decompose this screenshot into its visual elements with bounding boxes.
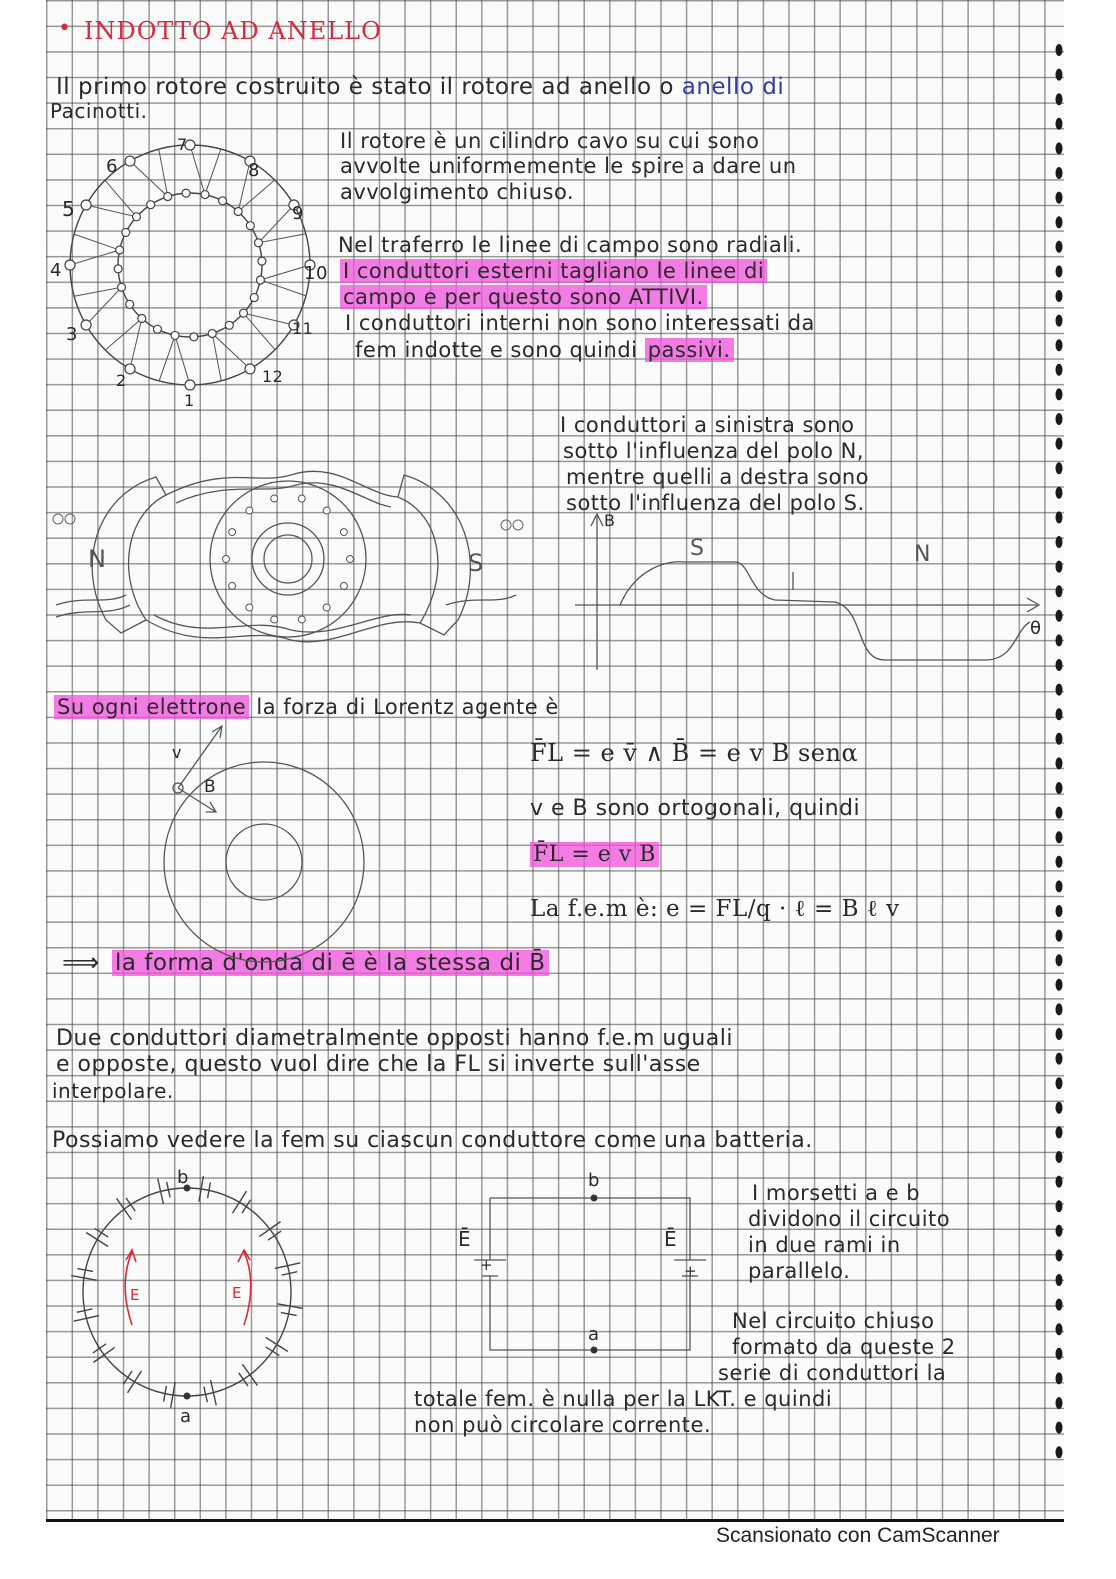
inner-conductor	[234, 207, 242, 215]
ring-num-12: 12	[262, 367, 284, 386]
rotor-desc-1: Il rotore è un cilindro cavo su cui sono	[340, 129, 760, 153]
inner-conductor	[256, 276, 264, 284]
circuit-plus-left: +	[480, 1256, 494, 1274]
binding-hole	[1056, 1053, 1063, 1065]
ring-num-10: 10	[304, 263, 328, 284]
rotor-conductor	[340, 529, 347, 536]
notes-total-2: non può circolare corrente.	[414, 1413, 712, 1437]
intro-text: Il primo rotore costruito è stato il rotore ad anello o	[56, 74, 674, 100]
binding-hole	[1056, 1003, 1063, 1015]
outer-conductor	[245, 364, 255, 374]
ferro-line-4: I conduttori interni non sono interessati da	[345, 311, 815, 335]
rotor-conductor	[246, 507, 253, 514]
binding-hole	[1056, 954, 1063, 966]
binding-hole	[1056, 733, 1063, 745]
binding-hole	[1056, 1446, 1063, 1458]
ring-wire	[244, 313, 294, 350]
binding-hole	[1056, 1077, 1063, 1089]
inner-conductor	[225, 321, 233, 329]
eq-fem: La f.e.m è: e = FL/q · ℓ = B ℓ v	[530, 896, 900, 922]
lorentz-electron: Su ogni elettrone	[54, 695, 249, 719]
binding-hole	[1056, 1102, 1063, 1114]
binding-hole	[1056, 511, 1063, 523]
outer-conductor	[81, 200, 91, 210]
binding-hole	[1056, 905, 1063, 917]
notes-ab-4: parallelo.	[748, 1259, 851, 1283]
rotor-conductor	[340, 582, 347, 589]
conclusion-text: la forma d'onda di ē è la stessa di B̄	[112, 950, 549, 976]
rotor-conductor	[298, 616, 305, 623]
bullet-icon: •	[58, 16, 72, 41]
battery-plate	[123, 1371, 132, 1384]
binding-hole	[1056, 142, 1063, 154]
battery-plate	[93, 1344, 106, 1353]
rotor-conductor	[229, 582, 236, 589]
circuit-node-b: b	[588, 1170, 600, 1191]
ring-wire	[190, 145, 221, 195]
notes-ab-1: I morsetti a e b	[752, 1181, 921, 1205]
binding-hole	[1056, 69, 1063, 81]
battery-plate	[239, 1373, 248, 1386]
ring-wire	[212, 333, 250, 380]
wave-label-n: N	[914, 542, 931, 567]
binding-hole	[1056, 856, 1063, 868]
inner-conductor	[250, 294, 258, 302]
ferro-line-3: campo e per questo sono ATTIVI.	[340, 285, 707, 309]
flux-waveform	[575, 510, 1050, 670]
page-title: INDOTTO AD ANELLO	[84, 17, 382, 45]
implies-arrow: ⟹	[62, 948, 100, 978]
camscanner-footer: Scansionato con CamScanner	[716, 1524, 1000, 1547]
inner-conductor	[246, 222, 254, 230]
binding-hole	[1056, 757, 1063, 769]
inner-conductor	[190, 333, 198, 341]
binding-hole	[1056, 1126, 1063, 1138]
binding-hole	[1056, 1028, 1063, 1040]
binding-hole	[1056, 438, 1063, 450]
ring-num-9: 9	[292, 203, 304, 224]
spiral-binding	[1052, 40, 1066, 1480]
binding-hole	[1056, 1323, 1063, 1335]
binding-hole	[1056, 1397, 1063, 1409]
vector-b-label: B	[204, 777, 217, 797]
ferro-line-5-text: fem indotte e sono quindi	[355, 338, 638, 362]
rotor-conductor	[347, 556, 354, 563]
rotor-conductor	[229, 529, 236, 536]
rotor-conductor	[323, 604, 330, 611]
battery-plate	[266, 1347, 279, 1356]
binding-hole	[1056, 585, 1063, 597]
ring-num-11: 11	[292, 319, 314, 338]
binding-hole	[1056, 1151, 1063, 1163]
binding-hole	[1056, 44, 1063, 56]
notes-ab-2: dividono il circuito	[748, 1207, 951, 1231]
circuit-emf-right: Ē	[664, 1227, 678, 1251]
notes-closed-1: Nel circuito chiuso	[732, 1309, 935, 1333]
circuit-emf-left: Ē	[458, 1227, 472, 1251]
ring-wire	[70, 234, 120, 265]
ring-num-2: 2	[116, 371, 127, 390]
ring-armature-diagram	[50, 130, 330, 410]
intro-line-2: Pacinotti.	[50, 99, 148, 123]
rotor-conductor	[246, 604, 253, 611]
binding-hole	[1056, 118, 1063, 130]
inner-conductor	[171, 331, 179, 339]
inner-conductor	[153, 325, 161, 333]
outer-conductor	[65, 260, 75, 270]
notes-closed-2: formato da queste 2	[732, 1335, 956, 1359]
eq-lorentz: F̄L = e v̄ ∧ B̄ = e v B senα	[530, 739, 859, 767]
inner-conductor	[240, 309, 248, 317]
rotor-desc-3: avvolgimento chiuso.	[340, 180, 575, 204]
inner-conductor	[219, 197, 227, 205]
binding-hole	[1056, 659, 1063, 671]
intro-pacinotti: anello di	[681, 74, 785, 100]
binding-hole	[1056, 782, 1063, 794]
diametral-3: interpolare.	[52, 1079, 174, 1103]
lorentz-vector-diagram	[150, 720, 380, 950]
binding-hole	[1056, 364, 1063, 376]
poles-desc-1: I conduttori a sinistra sono	[560, 413, 855, 437]
binding-hole	[1056, 462, 1063, 474]
page-bottom-edge	[46, 1519, 1064, 1522]
ring-emf-right: E	[232, 1284, 242, 1302]
ring-emf-left: E	[130, 1286, 140, 1304]
circuit-node-a: a	[588, 1324, 600, 1345]
ring-wire	[86, 180, 136, 217]
battery-text: Possiamo vedere la fem su ciascun conduttore come una batteria.	[52, 1128, 813, 1153]
ring-num-6: 6	[106, 156, 118, 177]
binding-hole	[1056, 831, 1063, 843]
notes-total-1: totale fem. è nulla per la LKT. e quindi	[414, 1387, 833, 1411]
diametral-2: e opposte, questo vuol dire che la FL si inverte sull'asse	[56, 1052, 701, 1077]
battery-plate	[242, 1200, 251, 1213]
binding-hole	[1056, 930, 1063, 942]
binding-hole	[1056, 290, 1063, 302]
inner-conductor	[126, 300, 134, 308]
pole-s-label: S	[468, 549, 484, 577]
binding-hole	[1056, 1225, 1063, 1237]
binding-hole	[1056, 1274, 1063, 1286]
battery-plate	[268, 1231, 281, 1240]
binding-hole	[1056, 684, 1063, 696]
outer-conductor	[81, 320, 91, 330]
binding-hole	[1056, 979, 1063, 991]
binding-hole	[1056, 192, 1063, 204]
outer-conductor	[125, 156, 135, 166]
ring-num-4: 4	[50, 260, 62, 281]
wave-axis-b: B	[604, 511, 616, 530]
binding-hole	[1056, 1348, 1063, 1360]
binding-hole	[1056, 413, 1063, 425]
binding-hole	[1056, 708, 1063, 720]
ring-wire	[74, 287, 121, 325]
binding-hole	[1056, 339, 1063, 351]
ring-num-1: 1	[184, 391, 195, 410]
binding-hole	[1056, 487, 1063, 499]
inner-conductor	[132, 213, 140, 221]
ortho-text: v e B sono ortogonali, quindi	[530, 796, 861, 821]
ferro-line-2: I conduttori esterni tagliano le linee di	[340, 259, 767, 283]
rotor-desc-2: avvolte uniformemente le spire a dare un	[340, 154, 797, 178]
wave-axis-theta: θ	[1030, 618, 1042, 639]
ring-node-a: a	[180, 1406, 192, 1427]
pole-n-label: N	[88, 545, 107, 573]
binding-hole	[1056, 610, 1063, 622]
ferro-line-1: Nel traferro le linee di campo sono radiali.	[338, 233, 803, 257]
ring-wire	[105, 319, 142, 369]
rotor-conductor	[298, 495, 305, 502]
binding-hole	[1056, 561, 1063, 573]
ring-num-3: 3	[66, 324, 78, 345]
diametral-1: Due conduttori diametralmente opposti hanno f.e.m uguali	[56, 1026, 733, 1051]
binding-hole	[1056, 241, 1063, 253]
poles-desc-2: sotto l'influenza del polo N,	[563, 439, 865, 463]
binding-hole	[1056, 1249, 1063, 1261]
binding-hole	[1056, 265, 1063, 277]
ferro-passivi: passivi.	[645, 338, 734, 362]
inner-conductor	[164, 193, 172, 201]
vector-v-label: v	[172, 743, 182, 762]
machine-cross-section	[46, 455, 526, 665]
inner-conductor	[147, 201, 155, 209]
binding-hole	[1056, 536, 1063, 548]
binding-hole	[1056, 216, 1063, 228]
ring-num-8: 8	[248, 160, 260, 181]
notes-closed-3: serie di conduttori la	[718, 1361, 947, 1385]
inner-conductor	[258, 257, 266, 265]
binding-hole	[1056, 93, 1063, 105]
inner-conductor	[118, 283, 126, 291]
lorentz-line	[54, 694, 559, 720]
ferro-line-5	[355, 337, 734, 363]
wave-label-s: S	[690, 536, 705, 561]
lorentz-text: la forza di Lorentz agente è	[256, 695, 559, 719]
poles-desc-4: sotto l'influenza del polo S.	[566, 491, 865, 515]
binding-hole	[1056, 1200, 1063, 1212]
binding-hole	[1056, 1176, 1063, 1188]
binding-hole	[1056, 315, 1063, 327]
binding-hole	[1056, 1372, 1063, 1384]
ring-battery-diagram	[60, 1170, 320, 1420]
inner-conductor	[114, 265, 122, 273]
battery-plate	[95, 1228, 108, 1237]
binding-hole	[1056, 167, 1063, 179]
binding-hole	[1056, 880, 1063, 892]
inner-conductor	[182, 189, 190, 197]
binding-hole	[1056, 388, 1063, 400]
ring-wire	[130, 149, 168, 196]
inner-conductor	[138, 315, 146, 323]
ring-num-7: 7	[177, 135, 188, 154]
battery-plate	[126, 1198, 135, 1211]
ring-wire	[159, 335, 190, 385]
inner-conductor	[122, 228, 130, 236]
binding-hole	[1056, 634, 1063, 646]
rotor-conductor	[271, 616, 278, 623]
rotor-conductor	[271, 495, 278, 502]
binding-hole	[1056, 807, 1063, 819]
rotor-conductor	[323, 507, 330, 514]
circuit-plus-right: +	[684, 1262, 698, 1280]
inner-conductor	[201, 191, 209, 199]
inner-conductor	[116, 246, 124, 254]
notes-ab-3: in due rami in	[748, 1233, 901, 1257]
ring-num-5: 5	[62, 197, 76, 221]
binding-hole	[1056, 1299, 1063, 1311]
inner-conductor	[208, 329, 216, 337]
eq-lorentz-simple: F̄L = e v B	[530, 842, 659, 867]
intro-line-1	[56, 74, 784, 100]
binding-hole	[1056, 1422, 1063, 1434]
ring-node-b: b	[177, 1167, 189, 1188]
inner-conductor	[254, 239, 262, 247]
ring-wire	[260, 265, 310, 296]
poles-desc-3: mentre quelli a destra sono	[566, 465, 870, 489]
rotor-conductor	[223, 556, 230, 563]
